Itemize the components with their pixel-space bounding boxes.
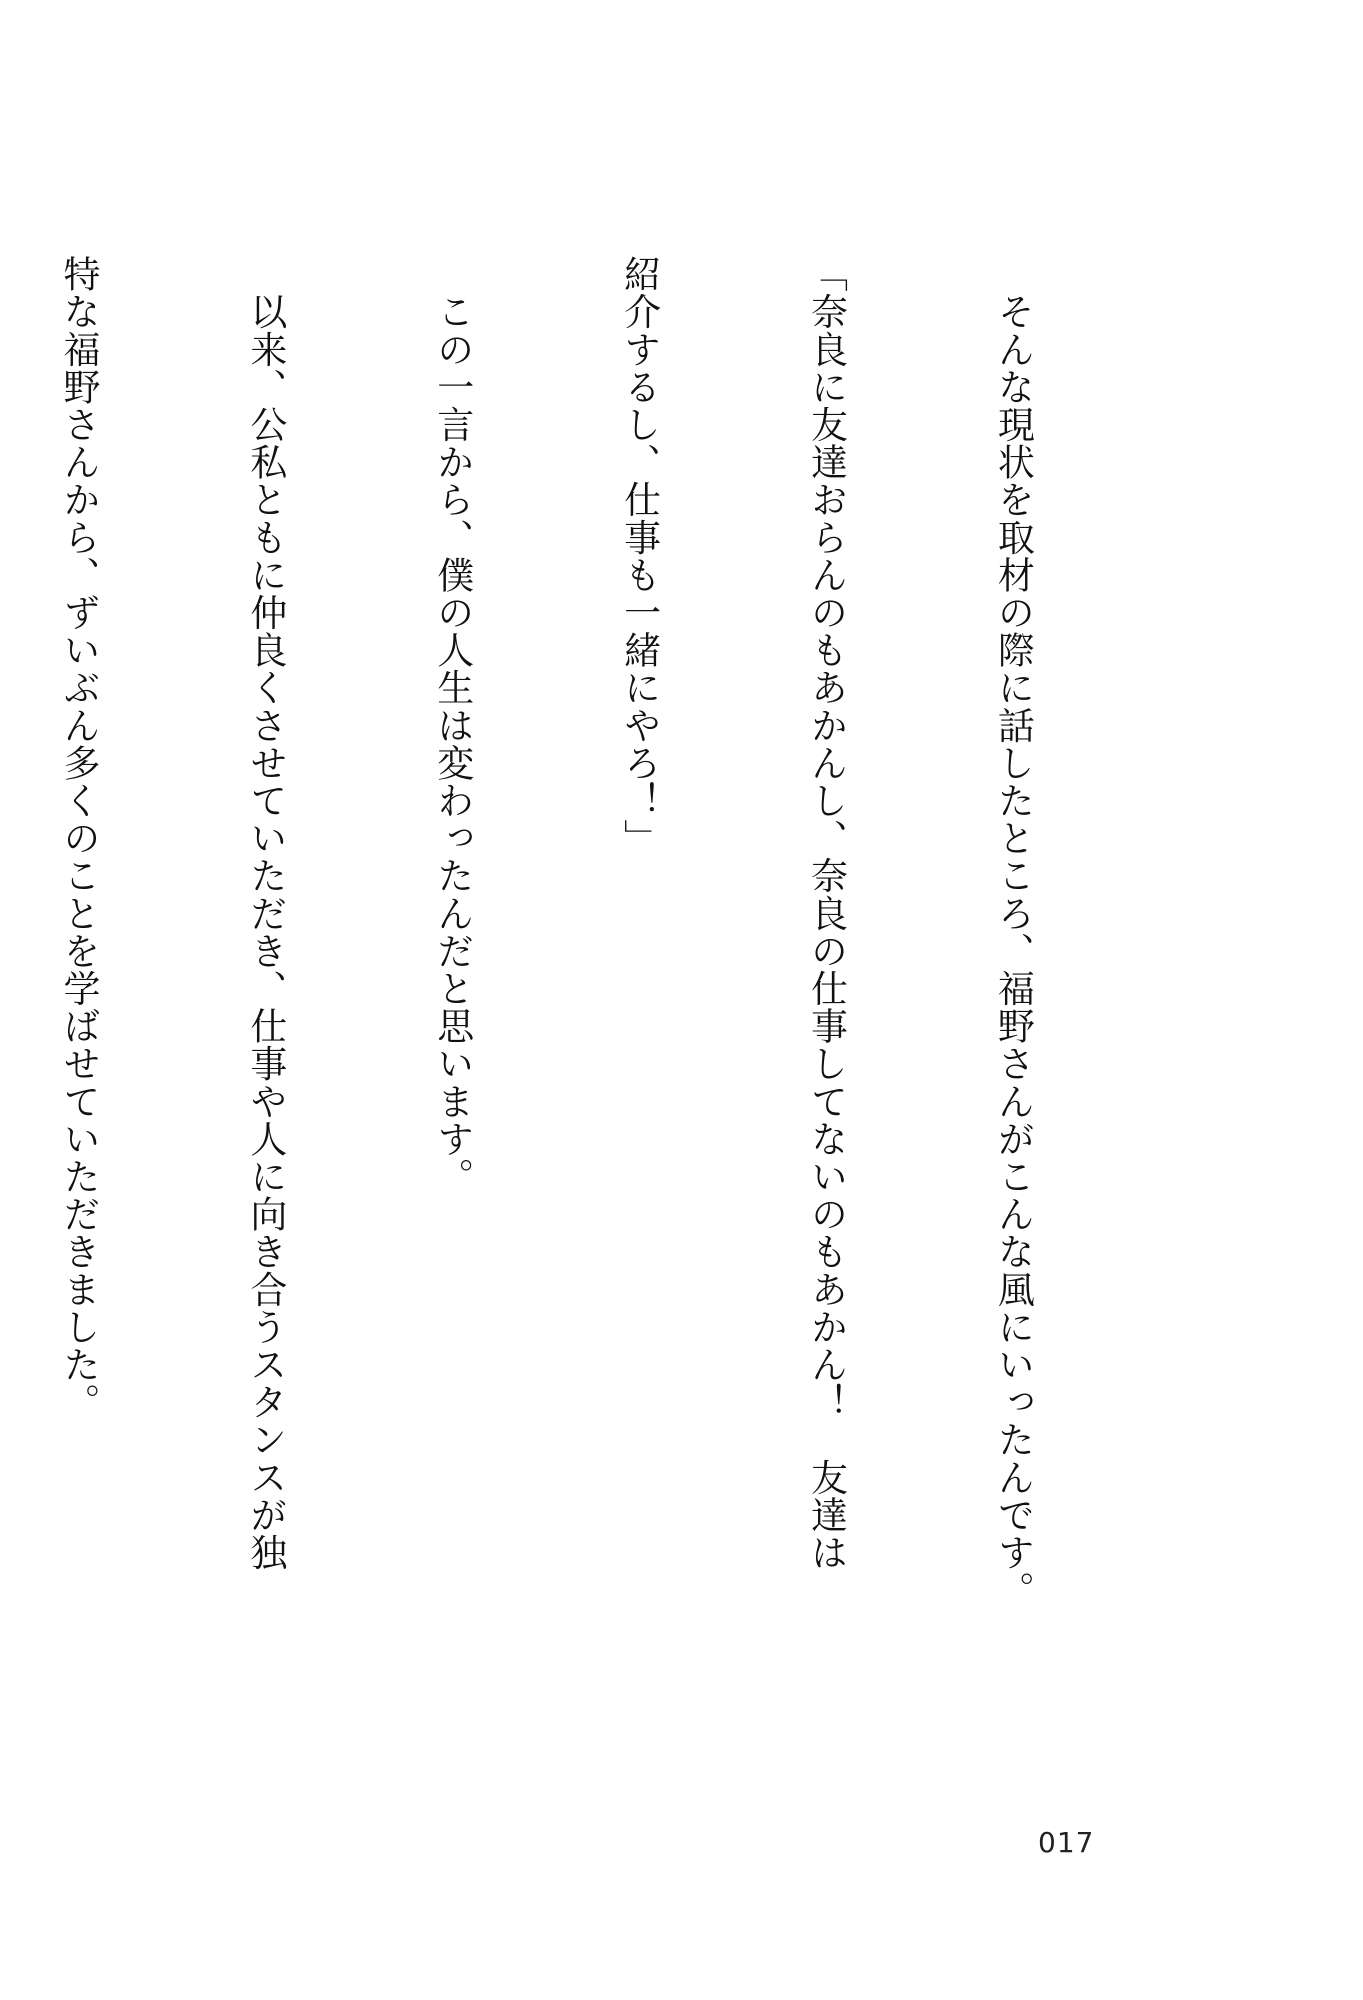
vertical-body-text: [56, 255, 1168, 1609]
text-line-2: 「奈良に友達おらんのもあかんし、奈良の仕事してないのもあかん！ 友達は: [804, 255, 848, 1571]
page-number: 017: [1038, 1826, 1095, 1859]
text-line-5: 以来、公私ともに仲良くさせていただき、仕事や人に向き合うスタンスが独: [243, 255, 287, 1571]
text-line-6: 特な福野さんから、ずいぶん多くのことを学ばせていただきました。: [56, 255, 100, 1421]
text-line-4: この一言から、僕の人生は変わったんだと思います。: [430, 255, 474, 1195]
text-line-3: 紹介するし、仕事も一緒にやろ！」: [617, 255, 661, 857]
text-line-1: そんな現状を取材の際に話したところ、福野さんがこんな風にいったんです。: [991, 255, 1035, 1609]
